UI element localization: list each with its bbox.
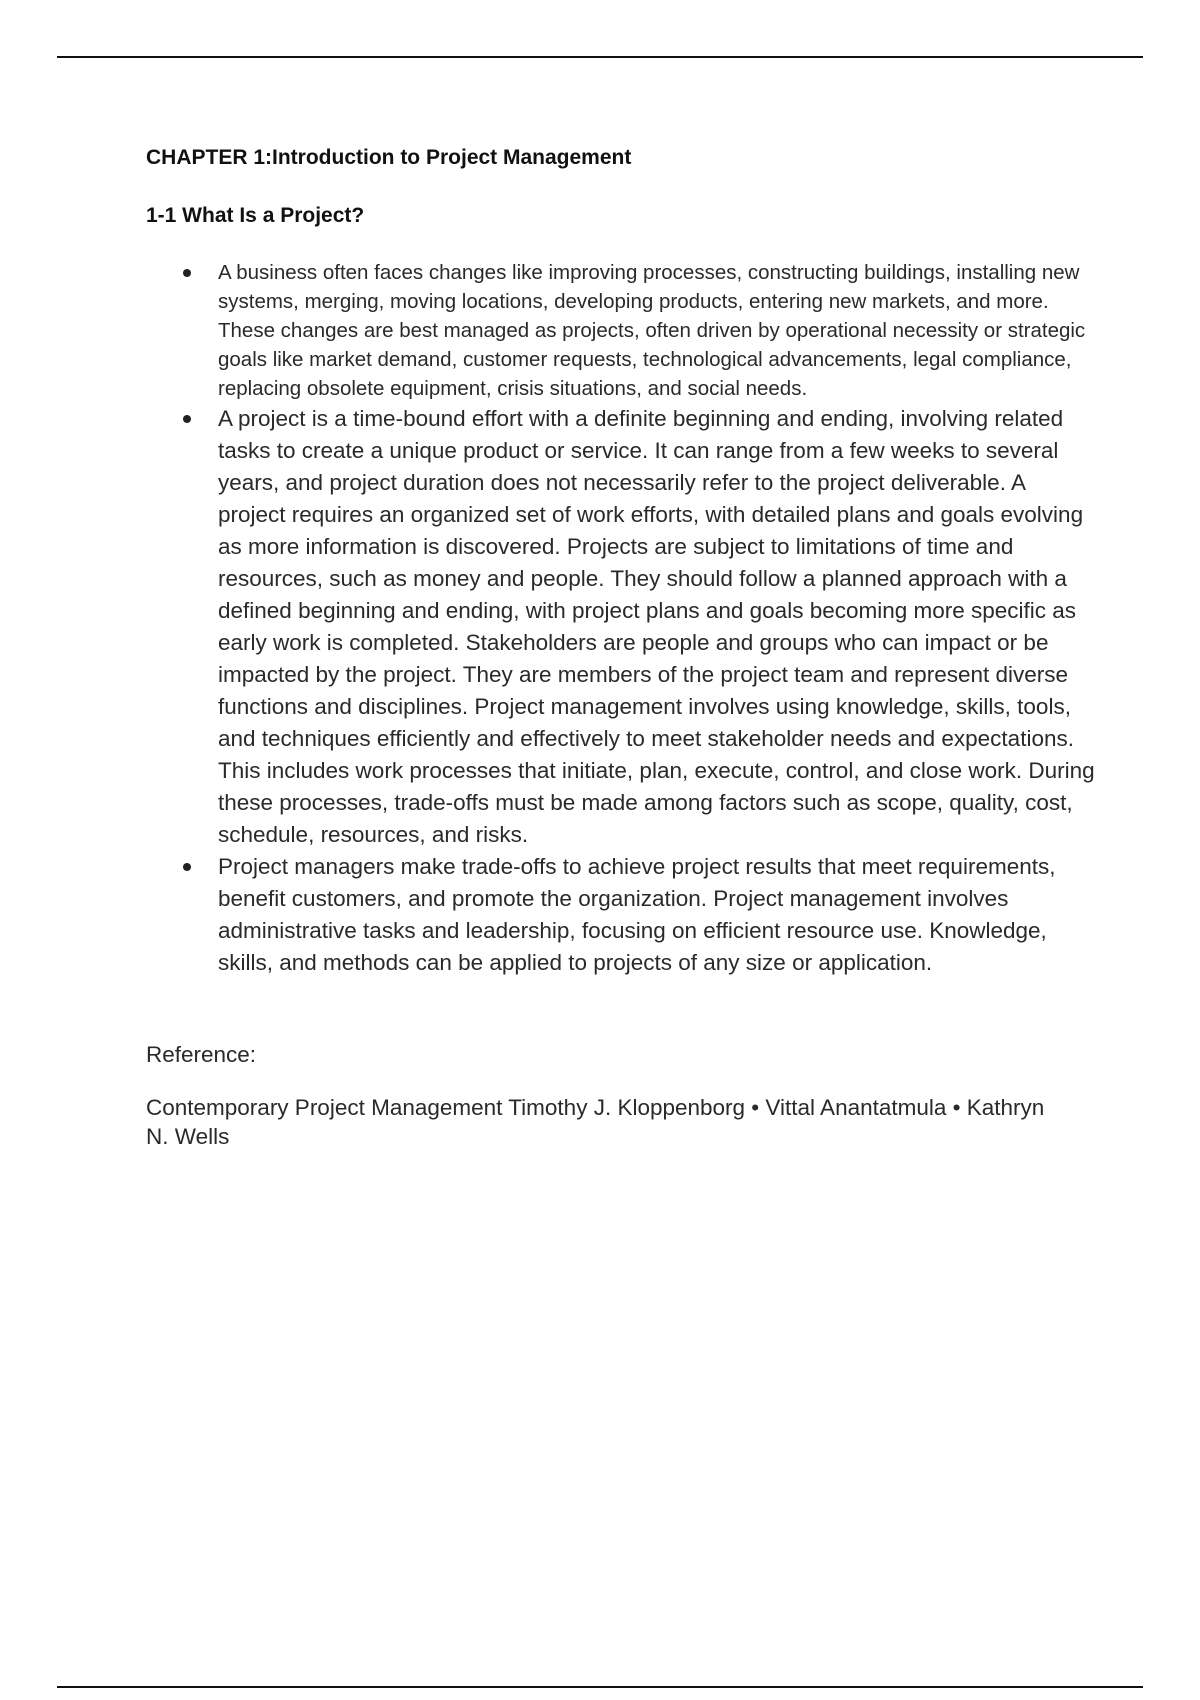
bullet-text: Project managers make trade-offs to achieve project results that meet requirements, benefit customers, and promote the organization. Project management involves administrative tasks and leadership, focusing on efficient resource use. Knowledge, skills, and methods can be applied to projects of any size or application. [218, 854, 1056, 975]
section-heading: 1-1 What Is a Project? [146, 204, 365, 227]
bullet-text: A project is a time-bound effort with a definite beginning and ending, involving related tasks to create a unique product or service. It can range from a few weeks to several years, and project duration does not necessarily refer to the project deliverable. A project requires an organized set of work efforts, with detailed plans and goals evolving as more information is discovered. Projects are subject to limitations of time and resources, such as money and people. They should follow a planned approach with a defined beginning and ending, with project plans and goals becoming more specific as early work is completed. Stakeholders are people and groups who can impact or be impacted by the project. They are members of the project team and represent diverse functions and disciplines. Project management involves using knowledge, skills, tools, and techniques efficiently and effectively to meet stakeholder needs and expectations. This includes work processes that initiate, plan, execute, control, and close work. During these processes, trade-offs must be made among factors such as scope, quality, cost, schedule, resources, and risks. [218, 406, 1095, 847]
bullet-icon [183, 415, 191, 423]
list-item [146, 851, 1096, 979]
reference-citation: Contemporary Project Management Timothy J. Kloppenborg • Vittal Anantatmula • Kathryn N. Wells [146, 1095, 1045, 1149]
bullet-icon [183, 269, 191, 277]
list-item [146, 258, 1096, 403]
top-rule [57, 56, 1143, 58]
chapter-title: CHAPTER 1:Introduction to Project Management [146, 146, 632, 169]
bottom-rule [57, 1686, 1143, 1688]
bullet-icon [183, 863, 191, 871]
bullet-list [146, 258, 1096, 979]
document-body [146, 142, 1096, 1151]
bullet-text: A business often faces changes like improving processes, constructing buildings, installing new systems, merging, moving locations, developing products, entering new markets, and more. These changes are best managed as projects, often driven by operational necessity or strategic goals like market demand, customer requests, technological advancements, legal compliance, replacing obsolete equipment, crisis situations, and social needs. [218, 261, 1086, 400]
list-item [146, 403, 1096, 851]
reference-label: Reference: [146, 1042, 257, 1067]
